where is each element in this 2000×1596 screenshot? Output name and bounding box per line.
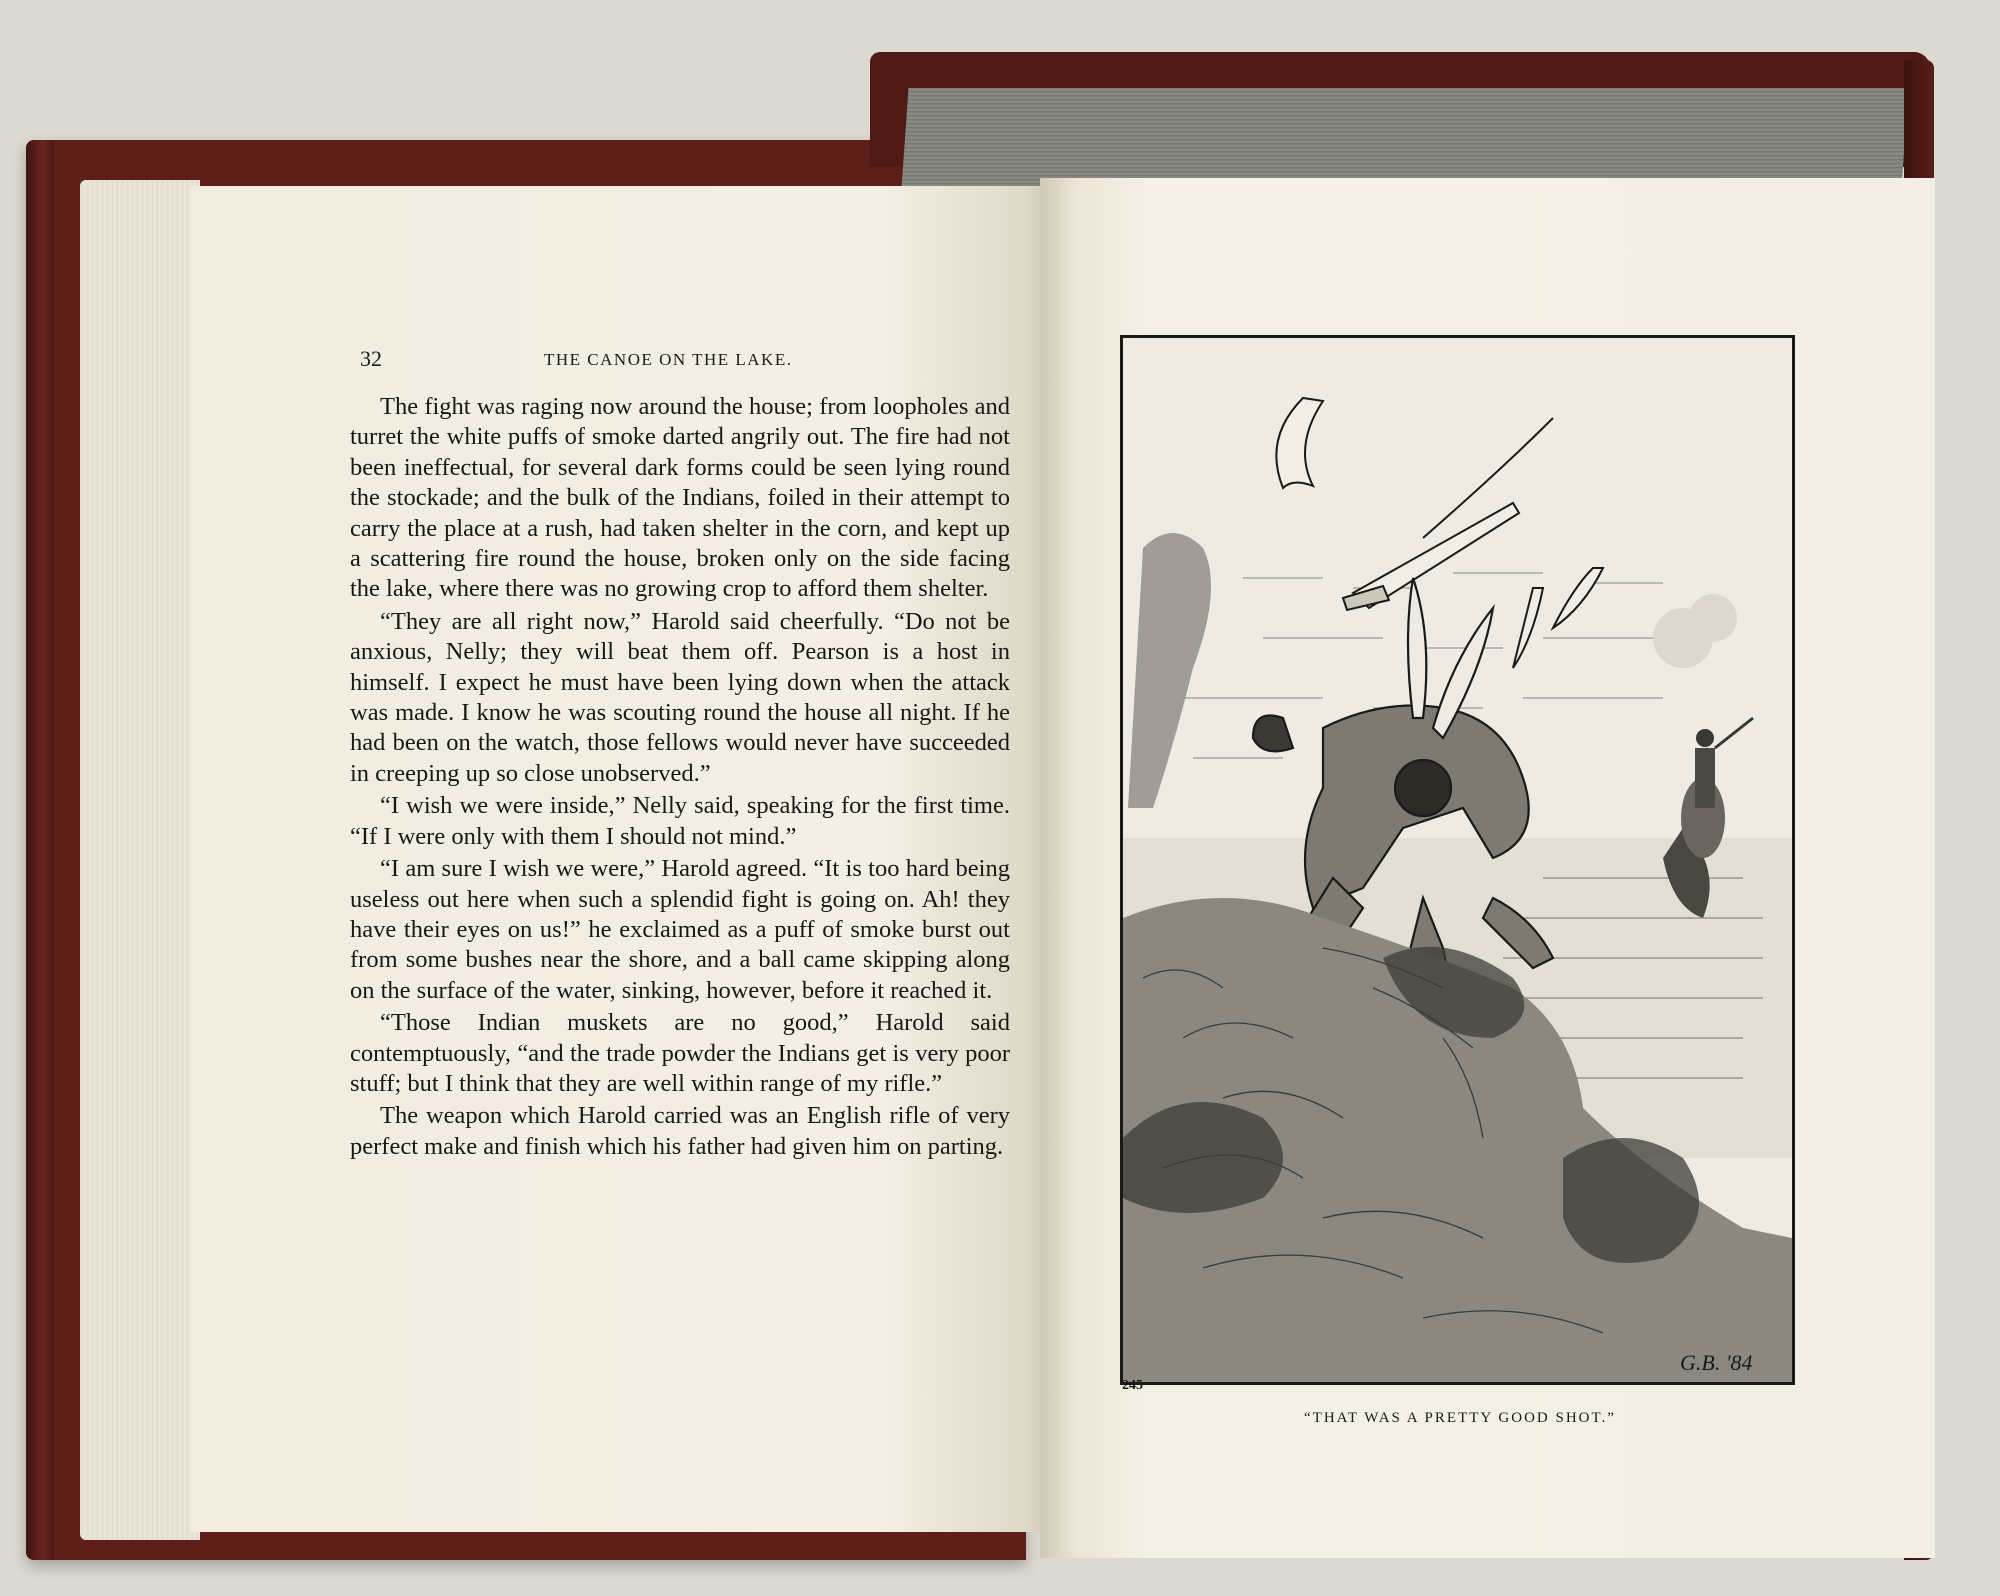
- illustration-caption: “THAT WAS A PRETTY GOOD SHOT.”: [1304, 1410, 1616, 1426]
- paragraph: “They are all right now,” Harold said cheerfully. “Do not be anxious, Nelly; they will beat them off. Pearson is a host in himself. I expect he must have been lying down when the attack was made. I know he was scouting round the house all night. If he had been on the watch, those fellows would never have succeeded in creeping up so close unobserved.”: [350, 607, 1010, 787]
- running-head: [360, 346, 1000, 374]
- left-page-stack: [80, 180, 200, 1540]
- artist-signature: G.B. '84: [1680, 1350, 1753, 1375]
- paragraph: “Those Indian muskets are no good,” Harold said contemptuously, “and the trade powder the Indians get is very poor stuff; but I think that they are well within range of my rifle.”: [350, 1009, 1010, 1097]
- paragraph: The weapon which Harold carried was an English rifle of very perfect make and finish which his father had given him on parting.: [350, 1102, 1010, 1160]
- plate-number: 245: [1122, 1378, 1143, 1393]
- page-number: 32: [360, 346, 382, 371]
- paragraph: The fight was raging now around the house; from loopholes and turret the white puffs of smoke darted angrily out. The fire had not been ineffectual, for several dark forms could be seen lying round the stockade; and the bulk of the Indians, foiled in their attempt to carry the place at a rush, had taken shelter in the corn, and kept up a scattering fire round the house, broken only on the side facing the lake, where there was no growing crop to afford them shelter.: [350, 393, 1010, 603]
- illustration-drawing: [1123, 338, 1792, 1382]
- paragraph: “I wish we were inside,” Nelly said, speaking for the first time. “If I were only with them I should not mind.”: [350, 792, 1010, 850]
- paragraph: “I am sure I wish we were,” Harold agreed. “It is too hard being useless out here when such a splendid fight is going on. Ah! they have their eyes on us!” he exclaimed as a puff of smoke burst out from some bushes near the shore, and a ball came skipping along on the surface of the water, sinking, however, before it reached it.: [350, 855, 1010, 1004]
- page-block-edge: [902, 88, 1909, 188]
- body-text: [350, 392, 1010, 1162]
- running-title: THE CANOE ON THE LAKE.: [544, 350, 793, 369]
- left-cover-spine: [26, 140, 54, 1560]
- illustration-plate: [1120, 335, 1795, 1385]
